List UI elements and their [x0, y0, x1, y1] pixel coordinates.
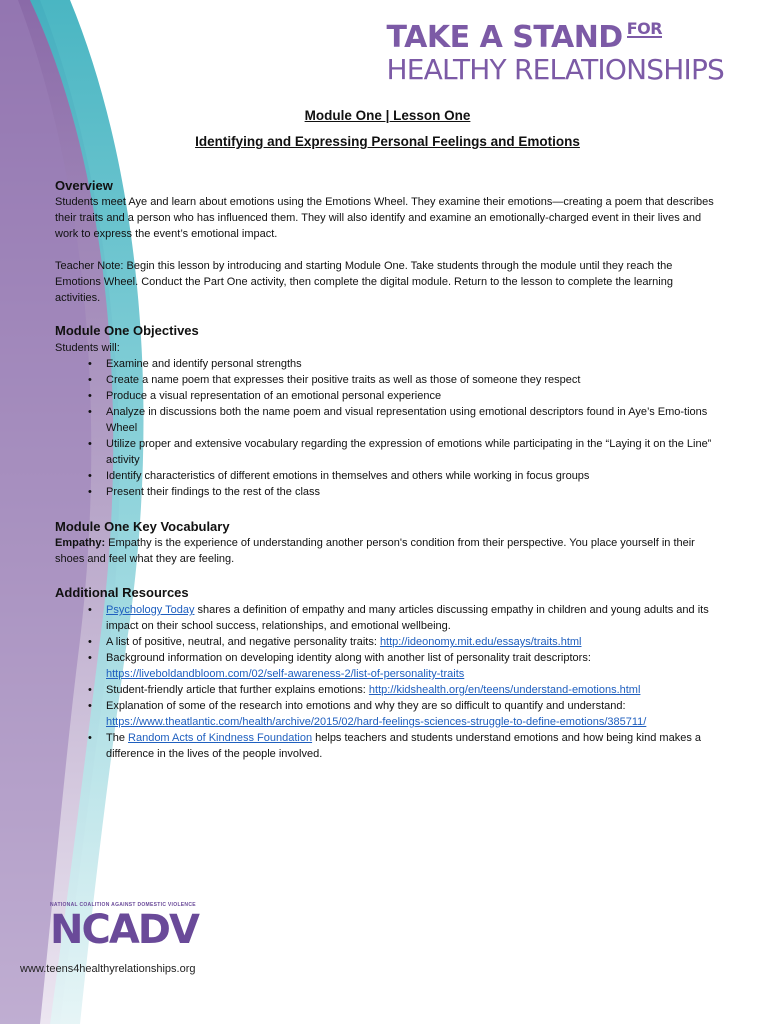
liveboldandbloom-link[interactable]: https://liveboldandbloom.com/02/self-awareness-2/list-of-personality-traits — [106, 668, 465, 680]
ncadv-logo — [50, 902, 198, 952]
vocabulary-text: Empathy is the experience of understanding another person's condition from their perspective. You place yourself in their shoes and feel what they are feeling. — [55, 537, 695, 565]
module-title: Module One | Lesson One — [304, 108, 471, 123]
list-item: • Utilize proper and extensive vocabulary regarding the expression of emotions while participating in the “Laying it on the Line” activity — [55, 436, 720, 468]
objectives-list — [55, 356, 720, 500]
logo-line1 — [386, 19, 724, 55]
overview-heading: Overview — [55, 178, 113, 193]
resource-text: helps teachers and students understand emotions and how being kind makes a difference in the lives of the people involved. — [106, 732, 701, 760]
list-item — [55, 634, 720, 650]
list-item: • Analyze in discussions both the name poem and visual representation using emotional descriptors found in Aye’s Emo-tions Wheel — [55, 404, 720, 436]
resources-list — [55, 602, 720, 762]
vocabulary-term: Empathy: — [55, 537, 106, 549]
take-a-stand-logo — [386, 19, 724, 86]
logo-for-text: FOR — [626, 19, 663, 38]
resource-text: Explanation of some of the research into emotions and why they are so difficult to quantify and understand: — [106, 700, 626, 712]
ncadv-full-name: NATIONAL COALITION AGAINST DOMESTIC VIOLENCE — [50, 902, 196, 908]
list-item — [55, 682, 720, 698]
overview-text: Students meet Aye and learn about emotions using the Emotions Wheel. They examine their emotions—creating a poem that describes their traits and a person who has influenced them. They will also identify and examine an emotionally-charged event in their lives and work to express the event’s emotional impact. — [55, 196, 714, 240]
objectives-intro: Students will: — [55, 342, 120, 354]
list-item — [55, 698, 720, 730]
list-item: • Identify characteristics of different emotions in themselves and others while working in focus groups — [55, 468, 720, 484]
teacher-note: Teacher Note: Begin this lesson by introducing and starting Module One. Take students through the module until they reach the Emotions Wheel. Conduct the Part One activity, then complete the digital module. Return to the lesson to complete the learning activities. — [55, 260, 673, 304]
footer-url[interactable]: www.teens4healthyrelationships.org — [20, 963, 196, 975]
logo-main-text: TAKE A STAND — [386, 20, 623, 55]
list-item — [55, 602, 720, 634]
vocabulary-definition — [55, 535, 720, 567]
resource-text: The — [106, 732, 129, 744]
resource-text: shares a definition of empathy and many articles discussing empathy in children and young adults and its impact on their school success, relationships, and emotional wellbeing. — [106, 604, 709, 632]
theatlantic-link[interactable]: https://www.theatlantic.com/health/archive/2015/02/hard-feelings-sciences-struggle-to-define-emotions/385711/ — [106, 716, 647, 728]
vocabulary-heading: Module One Key Vocabulary — [55, 519, 230, 534]
resource-text: Student-friendly article that further explains emotions: — [106, 684, 369, 696]
list-item: • Present their findings to the rest of the class — [55, 484, 720, 500]
ncadv-wordmark: NCADV — [50, 907, 198, 953]
list-item: • Produce a visual representation of an emotional personal experience — [55, 388, 720, 404]
resource-text: Background information on developing identity along with another list of personality trait descriptors: — [106, 652, 591, 664]
logo-line2: HEALTHY RELATIONSHIPS — [386, 53, 724, 86]
objectives-heading: Module One Objectives — [55, 323, 199, 338]
psychology-today-link[interactable]: Psychology Today — [106, 604, 195, 616]
kidshealth-link[interactable]: http://kidshealth.org/en/teens/understand-emotions.html — [368, 684, 641, 696]
resources-heading: Additional Resources — [55, 585, 189, 600]
list-item — [55, 650, 720, 682]
list-item — [55, 730, 720, 762]
random-acts-of-kindness-link[interactable]: Random Acts of Kindness Foundation — [128, 732, 313, 744]
resource-text: A list of positive, neutral, and negative personality traits: — [106, 636, 380, 648]
list-item: • Examine and identify personal strengths — [55, 356, 720, 372]
list-item: • Create a name poem that expresses their positive traits as well as those of someone they respect — [55, 372, 720, 388]
ideonomy-link[interactable]: http://ideonomy.mit.edu/essays/traits.html — [379, 636, 582, 648]
lesson-title: Identifying and Expressing Personal Feelings and Emotions — [195, 134, 580, 149]
